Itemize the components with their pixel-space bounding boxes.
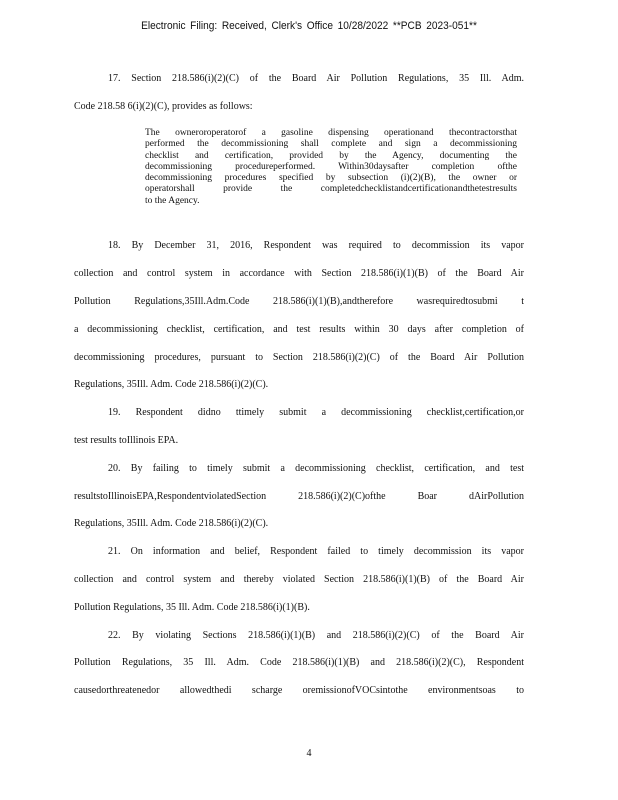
para-22-line-3: causedorthreatenedor allowedthedi scharge oremissionofVOCsintothe environmentsoas to xyxy=(74,685,524,696)
para-20-line-2: resultstoIllinoisEPA,RespondentviolatedSection 218.586(i)(2)(C)ofthe Boar dAirPollution xyxy=(74,491,524,502)
quote-line: The owneroroperatorof a gasoline dispensing operationand thecontractorsthat xyxy=(145,128,517,138)
quote-line: performed the decommissioning shall complete and sign a decommissioning xyxy=(145,139,517,150)
para-17-line-1: 17. Section 218.586(i)(2)(C) of the Board Air Pollution Regulations, 35 Ill. Adm. xyxy=(108,73,524,84)
para-21-line-3: Pollution Regulations, 35 Ill. Adm. Code 218.586(i)(1)(B). xyxy=(74,602,310,613)
quote-line: checklist and certification, provided by the Agency, documenting the xyxy=(145,150,517,161)
para-20-line-1: 20. By failing to timely submit a decommissioning checklist, certification, and test xyxy=(108,463,524,474)
para-18-line-1: 18. By December 31, 2016, Respondent was required to decommission its vapor xyxy=(108,240,524,251)
para-18-line-5: decommissioning procedures, pursuant to Section 218.586(i)(2)(C) of the Board Air Pollution xyxy=(74,352,524,363)
filing-header: Electronic Filing: Received, Clerk's Office 10/28/2022 **PCB 2023-051** xyxy=(141,20,477,32)
quote-line: operatorshall provide the completedchecklistandcertificationandthetestresults xyxy=(145,184,517,195)
para-21-line-1: 21. On information and belief, Respondent failed to timely decommission its vapor xyxy=(108,546,524,557)
para-18-line-2: collection and control system in accordance with Section 218.586(i)(1)(B) of the Board Air xyxy=(74,268,524,279)
para-22-line-2: Pollution Regulations, 35 Ill. Adm. Code 218.586(i)(1)(B) and 218.586(i)(2)(C), Respondent xyxy=(74,657,524,668)
para-21-line-2: collection and control system and thereby violated Section 218.586(i)(1)(B) of the Board Air xyxy=(74,574,524,585)
block-quote xyxy=(145,128,517,207)
para-18-line-4: a decommissioning checklist, certification, and test results within 30 days after completion of xyxy=(74,324,524,335)
para-20-line-3: Regulations, 35Ill. Adm. Code 218.586(i)(2)(C). xyxy=(74,518,269,529)
para-22-line-1: 22. By violating Sections 218.586(i)(1)(B) and 218.586(i)(2)(C) of the Board Air xyxy=(108,630,524,641)
quote-line: decommissioning procedures specified by subsection (i)(2)(B), the owner or xyxy=(145,173,517,184)
quote-line: decommissioning procedureperformed. Within30daysafter completion ofthe xyxy=(145,161,517,172)
para-19-line-2: test results toIllinois EPA. xyxy=(74,435,179,446)
para-18-line-3: Pollution Regulations,35Ill.Adm.Code 218.586(i)(1)(B),andtherefore wasrequiredtosubmi t xyxy=(74,296,524,307)
quote-line: to the Agency. xyxy=(145,195,200,206)
para-19-line-1: 19. Respondent didno ttimely submit a decommissioning checklist,certification,or xyxy=(108,407,524,418)
para-17-line-2: Code 218.58 6(i)(2)(C), provides as follows: xyxy=(74,101,253,112)
page-number: 4 xyxy=(306,748,312,759)
para-18-line-6: Regulations, 35Ill. Adm. Code 218.586(i)(2)(C). xyxy=(74,379,269,390)
